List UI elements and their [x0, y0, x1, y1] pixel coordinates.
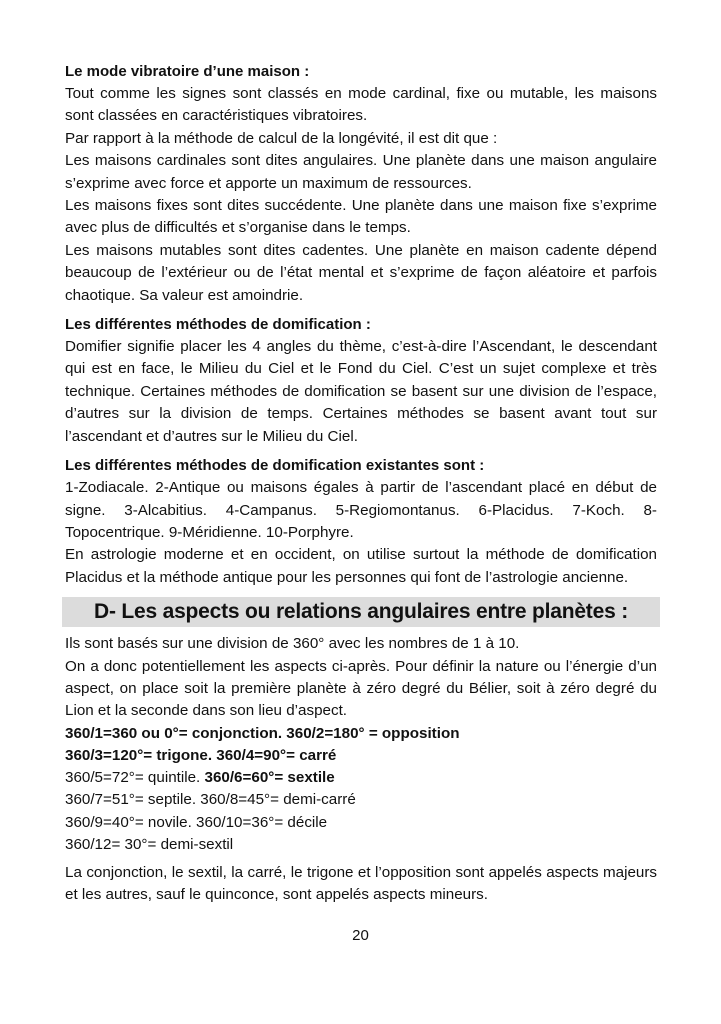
- section-aspects: [65, 633, 657, 907]
- aspect-formula: 360/7=51°= septile. 360/8=45°= demi-carré: [65, 791, 356, 809]
- paragraph: La conjonction, le sextil, la carré, le trigone et l’opposition sont appelés aspects majeurs et les autres, sauf le quinconce, sont appelés aspects mineurs.: [65, 863, 657, 904]
- section-heading: Le mode vibratoire d’une maison :: [65, 63, 310, 80]
- paragraph: Domifier signifie placer les 4 angles du thème, c’est-à-dire l’Ascendant, le descendant qui est en face, le Milieu du Ciel et le Fond du Ciel. C’est un sujet complexe et très technique. Certaines méthodes de domification se basent sur une division de l’espace, d’autres sur la division de temps. Certaines méthodes se basent avant tout sur l’ascendant et d’autres sur le Milieu du Ciel.: [65, 338, 657, 445]
- paragraph: Les maisons mutables sont dites cadentes. Une planète en maison cadente dépend beaucoup de l’extérieur ou de l’état mental et s’exprime de façon aléatoire et parfois chaotique. Sa valeur est amoindrie.: [65, 241, 657, 304]
- section-mode-vibratoire: [65, 60, 657, 307]
- section-heading: Les différentes méthodes de domification :: [65, 316, 371, 334]
- paragraph: Les maisons cardinales sont dites angulaires. Une planète dans une maison angulaire s’exprime avec force et apporte un maximum de ressources.: [65, 152, 657, 192]
- aspect-formula-part: 360/6=60°= sextile: [204, 769, 335, 787]
- section-domification-existantes: [65, 454, 657, 589]
- aspect-formula: 360/12= 30°= demi-sextil: [65, 835, 234, 853]
- paragraph: Les maisons fixes sont dites succédente. Une planète dans une maison fixe s’exprime avec plus de difficultés et s’organise dans le temps.: [65, 197, 657, 237]
- page-body: [65, 60, 657, 907]
- paragraph: Par rapport à la méthode de calcul de la longévité, il est dit que :: [65, 129, 498, 147]
- aspect-formula: 360/9=40°= novile. 360/10=36°= décile: [65, 813, 328, 831]
- section-heading: Les différentes méthodes de domification existantes sont :: [65, 457, 485, 475]
- aspect-formula: 360/1=360 ou 0°= conjonction. 360/2=180° = opposition: [65, 724, 460, 742]
- aspect-formula: 360/3=120°= trigone. 360/4=90°= carré: [65, 746, 337, 764]
- paragraph: 1-Zodiacale. 2-Antique ou maisons égales à partir de l’ascendant placé en début de signe. 3-Alcabitius. 4-Campanus. 5-Regiomontanus. 6-Placidus. 7-Koch. 8-Topocentrique. 9-Méridienne. 10-Porphyre.: [65, 479, 657, 541]
- section-domification: [65, 313, 657, 448]
- aspect-formula-part: 360/5=72°= quintile.: [65, 769, 205, 787]
- paragraph: On a donc potentiellement les aspects ci-après. Pour définir la nature ou l’énergie d’un aspect, on place soit la première planète à zéro degré du Bélier, soit à zéro degré du Lion et la seconde dans son lieu d’aspect.: [65, 657, 657, 720]
- page-number: 20: [352, 927, 369, 944]
- paragraph: En astrologie moderne et en occident, on utilise surtout la méthode de domification Placidus et la méthode antique pour les personnes qui font de l’astrologie ancienne.: [65, 546, 657, 586]
- paragraph: Ils sont basés sur une division de 360° avec les nombres de 1 à 10.: [65, 635, 520, 653]
- paragraph: Tout comme les signes sont classés en mode cardinal, fixe ou mutable, les maisons sont classées en caractéristiques vibratoires.: [65, 85, 657, 125]
- aspect-formula: [65, 767, 657, 789]
- chapter-banner: D- Les aspects ou relations angulaires entre planètes :: [62, 597, 660, 627]
